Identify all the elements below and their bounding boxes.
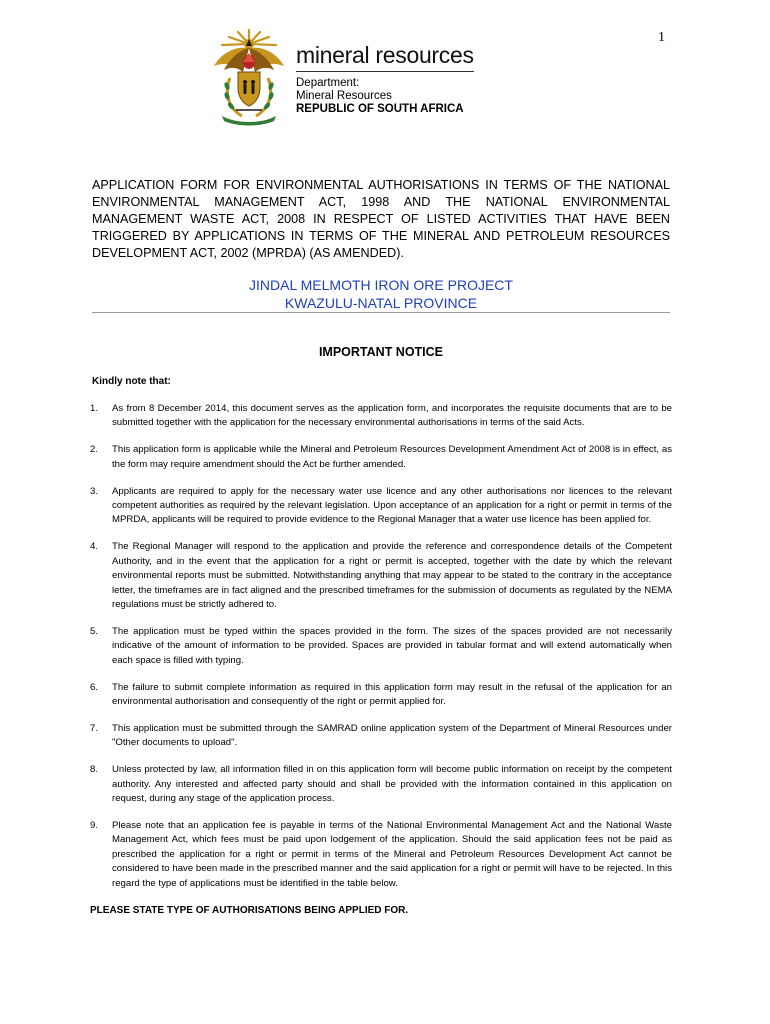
item-number: 3. (90, 485, 99, 497)
item-number: 9. (90, 819, 99, 831)
document-title: APPLICATION FORM FOR ENVIRONMENTAL AUTHORISATIONS IN TERMS OF THE NATIONAL ENVIRONMENTAL MANAGEMENT ACT, 1998 AND THE NATIONAL ENVIRONMENTAL MANAGEMENT WASTE ACT, 2008 IN RESPECT OF LISTED ACTIVITIES THAT HAVE BEEN TRIGGERED BY APPLICATIONS IN TERMS OF THE MINERAL AND PETROLEUM RESOURCES DEVELOPMENT ACT, 2002 (MPRDA) (AS AMENDED). (92, 178, 670, 260)
item-number: 5. (90, 625, 99, 637)
department-name: Mineral Resources (296, 90, 392, 102)
item-number: 2. (90, 444, 99, 456)
item-text: Unless protected by law, all information filled in on this application form will become public information on receipt by the competent authority. Any interested and affected party should and shall be provided with the information contained in this application on request, during any stage of the application process. (112, 764, 672, 805)
list-item (90, 540, 672, 612)
item-text: Applicants are required to apply for the necessary water use licence and any other authorisations nor licences to the relevant competent authorities as required by the relevant legislation. Upon acceptance of an application for a right or permit in terms of the MPRDA, applicants will be required to provide evidence to the Regional Manager that a water use licence has been applied for. (112, 485, 672, 526)
item-text: The failure to submit complete information as required in this application form may result in the refusal of the application for an environmental authorisation and consequently of the right or permit applied for. (112, 681, 672, 707)
item-number: 1. (90, 403, 99, 414)
project-name: JINDAL MELMOTH IRON ORE PROJECT (249, 277, 513, 293)
item-number: 6. (90, 681, 99, 693)
item-text: The Regional Manager will respond to the application and provide the reference and correspondence details of the Competent Authority, and in the event that the application for a right or permit is accepted, together with the date by which the relevant environmental reports must be submitted. Notwithstanding anything that may appear to be stated to the contrary in the acceptance letter, the timeframes are in fact aligned and the prescribed timeframes for the submission of documents as regulated by the NEMA regulations must be strictly adhered to. (112, 541, 672, 610)
notice-list (90, 402, 672, 903)
project-divider (92, 312, 670, 313)
list-item (90, 485, 672, 528)
letterhead (208, 26, 478, 126)
list-item (90, 681, 672, 710)
project-block (92, 276, 670, 312)
item-text: As from 8 December 2014, this document serves as the application form, and incorporates the requisite documents that are to be submitted together with the application for the necessary environmental authorisations in terms of the said Acts. (112, 403, 672, 429)
list-item (90, 763, 672, 806)
list-item (90, 443, 672, 472)
authorisation-prompt: PLEASE STATE TYPE OF AUTHORISATIONS BEING APPLIED FOR. (90, 905, 409, 916)
brand-divider (296, 71, 474, 72)
list-item (90, 722, 672, 751)
project-province: KWAZULU-NATAL PROVINCE (284, 295, 478, 311)
notice-heading: IMPORTANT NOTICE (318, 345, 444, 359)
item-text: Please note that an application fee is payable in terms of the National Environmental Management Act and the National Waste Management Act, which fees must be paid upon lodgement of the application. Should the said application fees not be paid as prescribed the application for a right or permit in terms of the Mineral and Petroleum Resources Development Act cannot be considered to have been made in the prescribed manner and the said application for a right or permit will have to be rejected. In this regard the type of applications must be identified in the table below. (112, 819, 672, 889)
item-text: This application must be submitted through the SAMRAD online application system of the Department of Mineral Resources under "Other documents to upload". (112, 722, 672, 749)
list-item (90, 625, 672, 668)
list-item (90, 819, 672, 891)
coat-of-arms-icon (208, 26, 290, 126)
department-label: Department: (296, 77, 360, 89)
country-name: REPUBLIC OF SOUTH AFRICA (296, 103, 464, 115)
list-item (90, 402, 672, 431)
item-number: 7. (90, 722, 99, 734)
item-number: 8. (90, 764, 99, 776)
item-text: This application form is applicable while the Mineral and Petroleum Resources Development Amendment Act of 2008 is in effect, as the form may require amendment should the Act be further amended. (112, 444, 672, 470)
item-number: 4. (90, 541, 99, 553)
brand-title: mineral resources (296, 42, 474, 68)
page-number: 1 (658, 30, 665, 45)
item-text: The application must be typed within the spaces provided in the form. The sizes of the spaces provided are not necessarily indicative of the amount of information to be provided. Spaces are provided in tabular format and will extend automatically when each space is filled with typing. (112, 625, 672, 666)
notice-intro: Kindly note that: (92, 376, 171, 387)
